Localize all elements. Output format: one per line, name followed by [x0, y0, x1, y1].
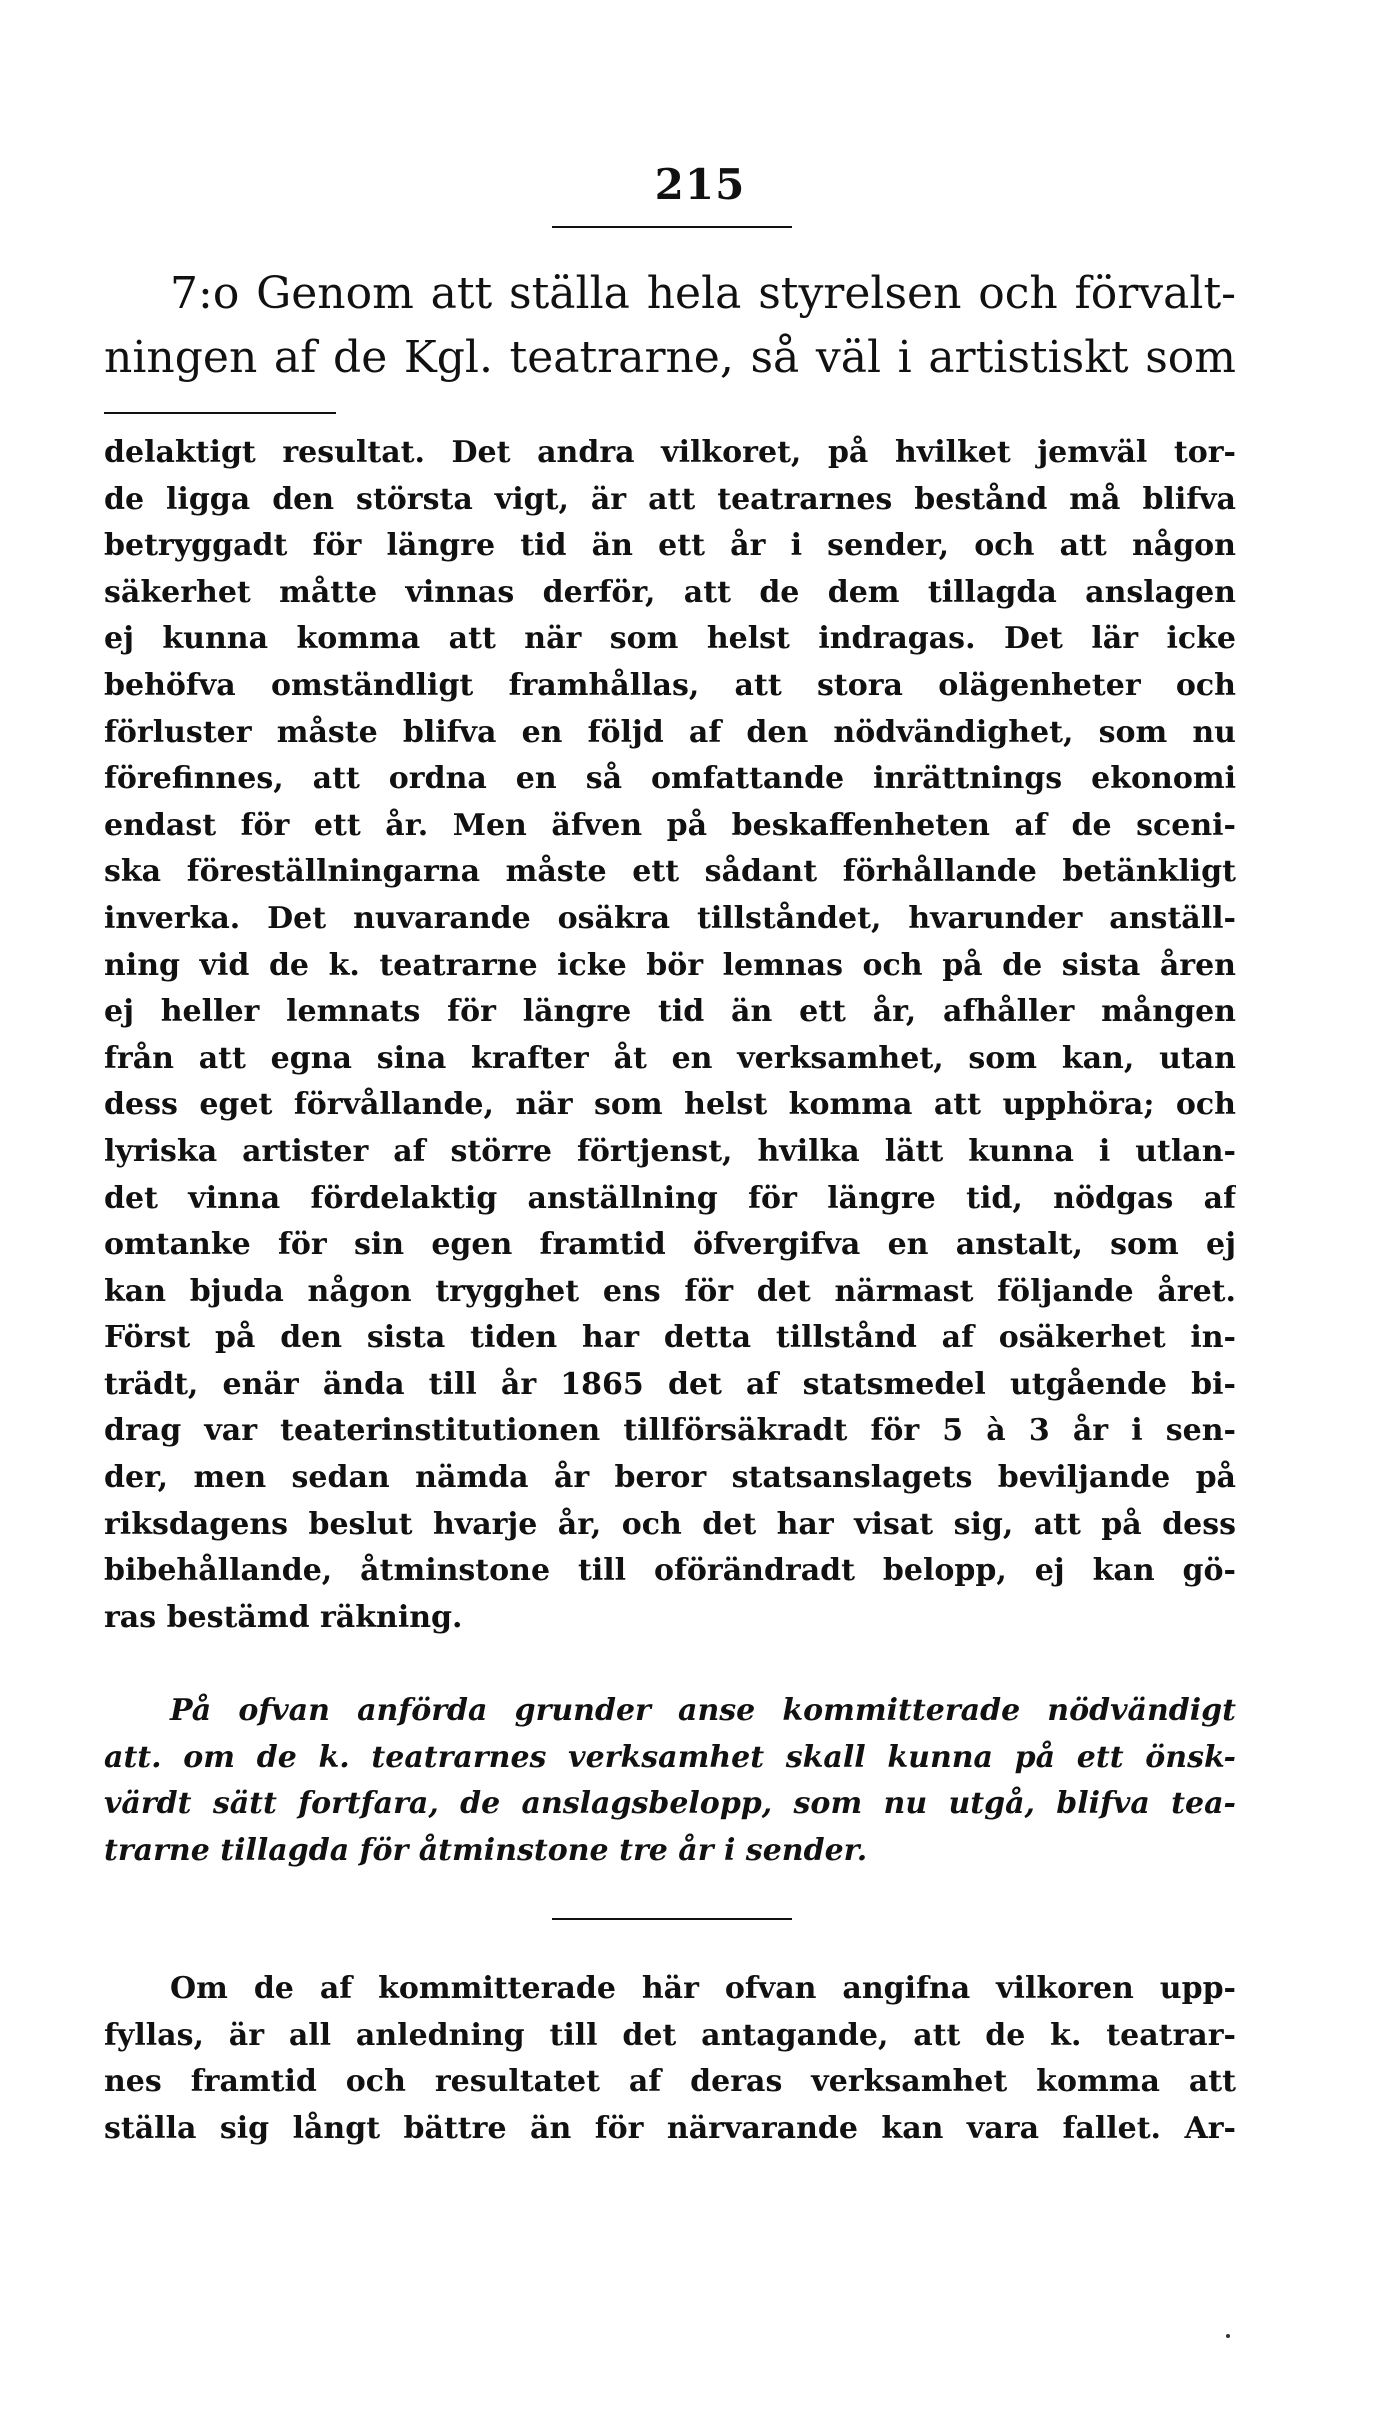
text-line: delaktigt resultat. Det andra vilkoret, på hvilket jemväl tor- — [104, 435, 1236, 470]
text-line: dess eget förvållande, när som helst komma att upphöra; och — [104, 1087, 1236, 1123]
body-paragraph — [104, 430, 1236, 1641]
text-line: fyllas, är all anledning till det antagande, att de k. teatrar- — [104, 2017, 1236, 2053]
italic-paragraph — [104, 1688, 1236, 1874]
text-line: ning vid de k. teatrarne icke bör lemnas och på de sista åren — [104, 947, 1236, 983]
text-line: Om de af kommitterade här ofvan angifna vilkoren upp- — [170, 1971, 1236, 2006]
text-line: På ofvan anförda grunder anse kommitterade nödvändigt — [170, 1693, 1236, 1728]
text-line: från att egna sina krafter åt en verksamhet, som kan, utan — [104, 1040, 1236, 1076]
text-line: 7:o Genom att ställa hela styrelsen och förvalt- — [170, 268, 1236, 319]
text-line: betryggadt för längre tid än ett år i sender, och att någon — [104, 528, 1236, 564]
separator-rule — [552, 1918, 792, 1920]
text-line: kan bjuda någon trygghet ens för det närmast följande året. — [104, 1273, 1236, 1309]
text-line: säkerhet måtte vinnas derför, att de dem tillagda anslagen — [104, 574, 1236, 610]
text-line: bibehållande, åtminstone till oförändradt belopp, ej kan gö- — [104, 1553, 1236, 1589]
text-line: ej kunna komma att när som helst indragas. Det lär icke — [104, 621, 1236, 657]
text-line: ej heller lemnats för längre tid än ett år, afhåller mången — [104, 994, 1236, 1030]
text-line: drag var teaterinstitutionen tillförsäkradt för 5 à 3 år i sen- — [104, 1413, 1236, 1449]
heading-paragraph — [104, 262, 1236, 390]
header-rule — [552, 226, 792, 228]
text-line: förluster måste blifva en följd af den nödvändighet, som nu — [104, 714, 1236, 750]
text-line: att. om de k. teatrarnes verksamhet skall kunna på ett önsk- — [104, 1739, 1236, 1775]
text-line: Först på den sista tiden har detta tillstånd af osäkerhet in- — [104, 1320, 1236, 1356]
stray-mark — [1226, 2334, 1230, 2338]
text-line: värdt sätt fortfara, de anslagsbelopp, som nu utgå, blifva tea- — [104, 1786, 1236, 1822]
text-line: omtanke för sin egen framtid öfvergifva en anstalt, som ej — [104, 1227, 1236, 1263]
text-line: förefinnes, att ordna en så omfattande inrättnings ekonomi — [104, 761, 1236, 797]
closing-paragraph — [104, 1966, 1236, 2152]
text-line: nes framtid och resultatet af deras verksamhet komma att — [104, 2064, 1236, 2100]
text-line: ningen af de Kgl. teatrarne, så väl i artistiskt som — [104, 332, 1236, 383]
text-line: lyriska artister af större förtjenst, hvilka lätt kunna i utlan- — [104, 1133, 1236, 1169]
text-line: ställa sig långt bättre än för närvarande kan vara fallet. Ar- — [104, 2110, 1236, 2146]
section-rule — [104, 412, 336, 414]
text-line: det vinna fördelaktig anställning för längre tid, nödgas af — [104, 1180, 1236, 1216]
text-line: ska föreställningarna måste ett sådant förhållande betänkligt — [104, 854, 1236, 890]
page-number: 215 — [654, 160, 746, 209]
text-line: behöfva omständligt framhållas, att stora olägenheter och — [104, 667, 1236, 703]
text-line: riksdagens beslut hvarje år, och det har visat sig, att på dess — [104, 1506, 1236, 1542]
text-line: de ligga den största vigt, är att teatrarnes bestånd må blifva — [104, 481, 1236, 517]
text-line: endast för ett år. Men äfven på beskaffenheten af de sceni- — [104, 807, 1236, 843]
text-line: ras bestämd räkning. — [104, 1599, 463, 1635]
text-line: der, men sedan nämda år beror statsanslagets beviljande på — [104, 1460, 1236, 1496]
text-line: inverka. Det nuvarande osäkra tillståndet, hvarunder anställ- — [104, 900, 1236, 936]
text-line: trarne tillagda för åtminstone tre år i sender. — [104, 1832, 868, 1868]
text-line: trädt, enär ända till år 1865 det af statsmedel utgående bi- — [104, 1366, 1236, 1402]
